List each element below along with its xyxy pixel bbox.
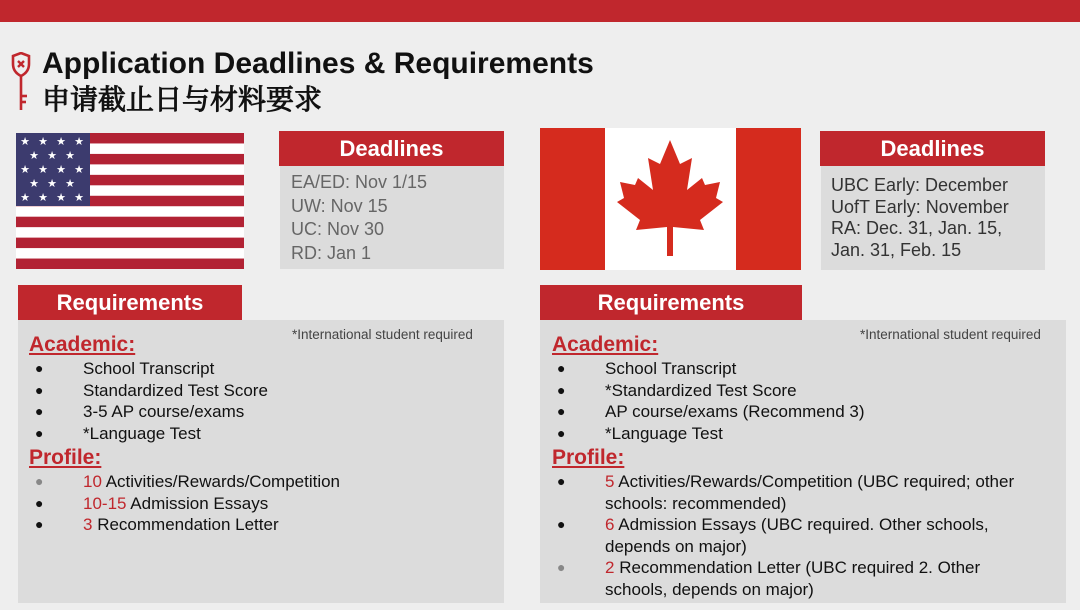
list-item: ● 3-5 AP course/exams (35, 402, 245, 421)
svg-text:★: ★ (29, 177, 39, 190)
us-deadline-item: UW: Nov 15 (291, 195, 388, 216)
ca-academic-list (539, 358, 1059, 444)
ca-deadlines-list (831, 175, 1009, 261)
ca-deadlines-header: Deadlines (820, 131, 1045, 166)
list-item: ● 10-15 Admission Essays (35, 493, 269, 513)
canada-flag-icon (540, 128, 801, 270)
list-item: ● *Language Test (35, 423, 201, 443)
list-item: ● AP course/exams (Recommend 3) (557, 402, 865, 421)
us-deadlines-list (291, 171, 427, 265)
svg-text:★: ★ (74, 135, 84, 148)
list-item: ● 10 Activities/Rewards/Competition (35, 472, 341, 491)
svg-text:★: ★ (47, 177, 57, 190)
svg-text:★: ★ (56, 191, 66, 204)
svg-text:★: ★ (56, 163, 66, 176)
us-deadlines-header: Deadlines (279, 131, 504, 166)
list-item: ● Standardized Test Score (35, 380, 268, 400)
ca-international-note: *International student required (860, 327, 1041, 342)
svg-text:★: ★ (65, 149, 75, 162)
ca-deadline-item: UofT Early: November (831, 196, 1009, 217)
us-deadline-item: EA/ED: Nov 1/15 (291, 172, 428, 192)
svg-text:★: ★ (74, 191, 84, 204)
list-item: ● 3 Recommendation Letter (35, 515, 279, 534)
svg-text:★: ★ (20, 135, 30, 148)
svg-text:★: ★ (38, 191, 48, 204)
us-academic-list (17, 358, 497, 444)
us-profile-list (17, 471, 497, 536)
ca-profile-list (539, 471, 1059, 600)
shield-key-icon (10, 52, 32, 112)
list-item: ● 5 Activities/Rewards/Competition (UBC required; other schools: recommended) (557, 472, 1015, 513)
us-deadline-item: UC: Nov 30 (291, 219, 385, 239)
page-subtitle-chinese: 申请截止日与材料要求 (42, 83, 323, 116)
list-item: ● 6 Admission Essays (UBC required. Other schools, depends on major) (557, 515, 989, 556)
svg-text:★: ★ (20, 163, 30, 176)
svg-text:★: ★ (38, 135, 48, 148)
ca-deadline-item: Jan. 31, Feb. 15 (831, 239, 962, 260)
us-profile-heading: Profile: (29, 446, 102, 469)
svg-text:★: ★ (29, 149, 39, 162)
list-item: ● School Transcript (35, 359, 215, 378)
us-requirements-header: Requirements (18, 285, 242, 320)
svg-text:★: ★ (56, 135, 66, 148)
ca-deadline-item: RA: Dec. 31, Jan. 15, (831, 218, 1003, 238)
svg-text:★: ★ (74, 163, 84, 176)
svg-text:★: ★ (65, 177, 75, 190)
svg-text:★: ★ (38, 163, 48, 176)
ca-academic-heading: Academic: (552, 333, 659, 356)
us-academic-heading: Academic: (29, 333, 136, 356)
ca-profile-heading: Profile: (552, 446, 625, 469)
us-international-note: *International student required (292, 327, 473, 342)
svg-text:★: ★ (20, 191, 30, 204)
svg-text:★: ★ (47, 149, 57, 162)
us-flag-icon (16, 133, 244, 269)
page-title: Application Deadlines & Requirements (42, 47, 594, 80)
list-item: ● *Language Test (557, 423, 723, 443)
ca-deadline-item: UBC Early: December (831, 175, 1009, 195)
ca-requirements-header: Requirements (540, 285, 802, 320)
list-item: ● School Transcript (557, 359, 737, 378)
list-item: ● *Standardized Test Score (557, 380, 797, 400)
list-item: ● 2 Recommendation Letter (UBC required 2. Other schools, depends on major) (557, 558, 981, 599)
top-accent-bar (0, 0, 1080, 22)
us-deadline-item: RD: Jan 1 (291, 242, 372, 263)
